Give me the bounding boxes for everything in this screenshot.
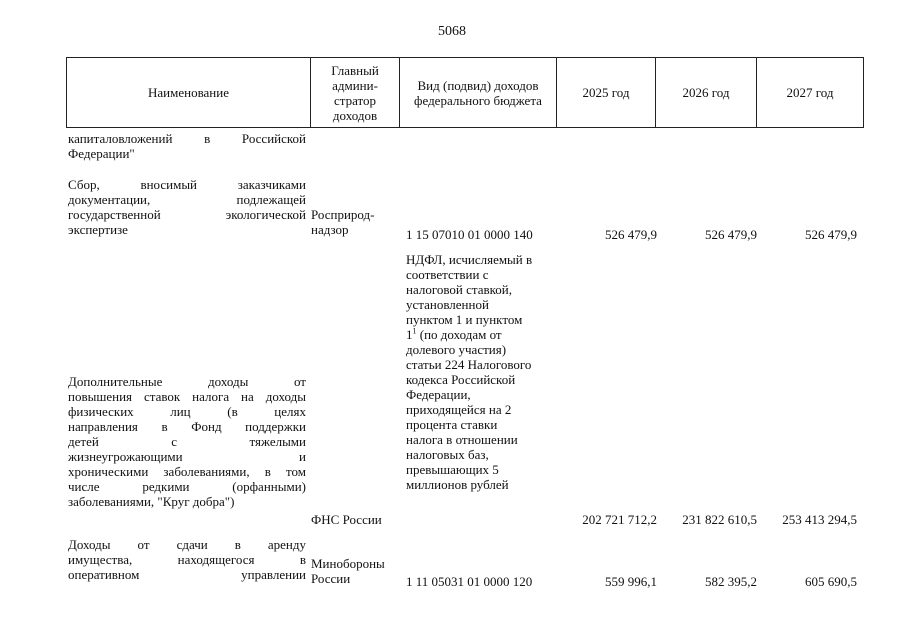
header-admin-line: Главный [331,62,379,78]
row-1-name [68,177,306,237]
row-2-code-number: 1 [406,327,413,342]
row-2-code-superscript: 1 [412,326,417,336]
header-type-line: федерального бюджета [414,92,542,108]
row-2-code-line: процента ставки [406,417,498,432]
row-0-name-line: капиталовложений в Российской [68,131,306,146]
page-number: 5068 [438,24,466,39]
row-1-admin [311,207,399,237]
row-2-name-line: числе редкими (орфанными) [68,479,306,494]
row-2-code-line: кодекса Российской [406,372,516,387]
header-admin-line: доходов [332,107,378,123]
row-2-code-line: Федерации, [406,387,471,402]
row-2-name-line: физических лиц (в целях [68,404,306,419]
row-2-name [68,374,306,509]
row-2-name-line: хроническими заболеваниями, в том [68,464,306,479]
row-3-name-line: оперативном управлении [68,567,306,582]
header-2025-label: 2025 год [582,85,630,100]
row-2-code-line: установленной [406,297,489,312]
header-2025 [557,58,656,127]
row-0-name [68,131,306,161]
row-2-code-line: миллионов рублей [406,477,509,492]
row-2-code-line: статьи 224 Налогового [406,357,532,372]
row-1-name-line: государственной экологической [68,207,306,222]
header-admin-line: стратор [333,92,377,108]
row-1-name-line: документации, подлежащей [68,192,306,207]
row-3-name-line: имущества, находящегося в [68,552,306,567]
header-admin [311,58,400,127]
row-3-value-2025: 559 996,1 [605,574,657,589]
row-1-value-2026: 526 479,9 [705,227,757,242]
row-1-admin-line: надзор [311,222,349,237]
header-type [400,58,557,127]
row-2-code-line: налоговой ставкой, [406,282,512,297]
row-3-admin-line: России [311,571,351,586]
row-3-value-2026: 582 395,2 [705,574,757,589]
row-3-code: 1 11 05031 01 0000 120 [406,574,533,589]
row-2-value-2027: 253 413 294,5 [782,512,857,527]
table-header [66,57,864,128]
row-2-name-line: направления в Фонд поддержки [68,419,306,434]
row-1-value-2025: 526 479,9 [605,227,657,242]
row-2-value-2026: 231 822 610,5 [682,512,757,527]
row-3-admin [311,556,399,586]
row-2-name-line: повышения ставок налога на доходы [68,389,306,404]
row-0-name-line: Федерации" [68,146,135,161]
row-1-value-2027: 526 479,9 [805,227,857,242]
row-2-name-line: Дополнительные доходы от [68,374,306,389]
row-1-name-line: Сбор, вносимый заказчиками [68,177,306,192]
row-2-name-line: жизнеугрожающими и [68,449,306,464]
row-1-name-line: экспертизе [68,222,128,237]
header-admin-line: админи- [332,77,378,93]
row-1-code: 1 15 07010 01 0000 140 [406,227,533,242]
row-3-admin-line: Минобороны [311,556,385,571]
row-1-admin-line: Росприрод- [311,207,375,222]
row-2-code-line [406,327,556,342]
row-3-name-line: Доходы от сдачи в аренду [68,537,306,552]
row-2-name-line: заболеваниями, "Круг добра") [68,494,235,509]
row-3-value-2027: 605 690,5 [805,574,857,589]
row-2-name-line: детей с тяжелыми [68,434,306,449]
header-2026 [656,58,757,127]
row-2-code-line: налоговых баз, [406,447,489,462]
row-2-admin: ФНС России [311,512,382,527]
row-2-code-description [406,252,556,492]
header-name-label: Наименование [148,85,229,100]
row-2-code-line: превышающих 5 [406,462,499,477]
row-2-code-line: приходящейся на 2 [406,402,512,417]
header-2027-label: 2027 год [786,85,834,100]
header-name [67,58,311,127]
header-2027 [757,58,863,127]
row-2-value-2025: 202 721 712,2 [582,512,657,527]
row-2-code-line: долевого участия) [406,342,507,357]
row-2-code-line: НДФЛ, исчисляемый в [406,252,533,267]
row-2-code-line: налога в отношении [406,432,518,447]
header-2026-label: 2026 год [682,85,730,100]
row-2-code-line: пунктом 1 и пунктом [406,312,523,327]
header-type-line: Вид (подвид) доходов [417,77,539,93]
row-2-code-line: соответствии с [406,267,489,282]
row-2-code-rest: (по доходам от [416,327,502,342]
row-3-name [68,537,306,582]
